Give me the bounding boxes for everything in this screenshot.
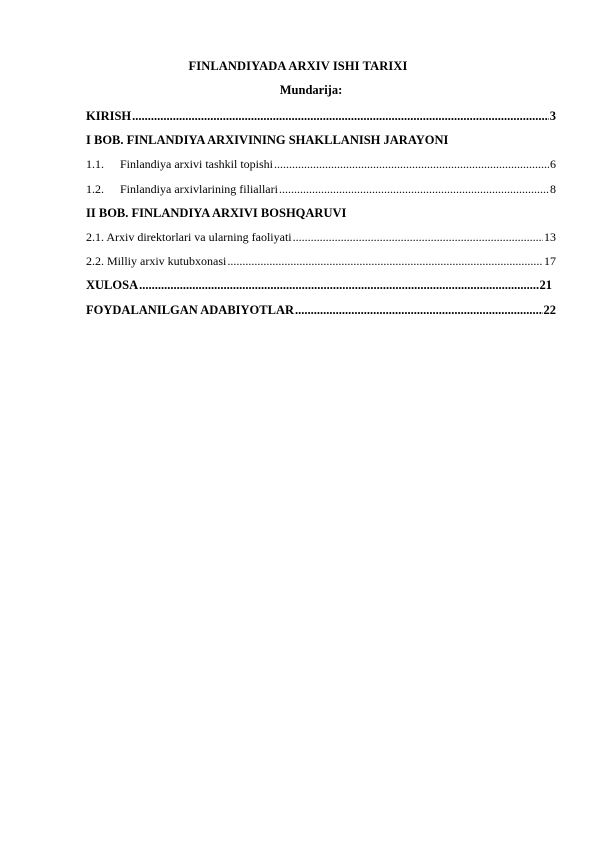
toc-section-number: 1.1. — [86, 157, 104, 172]
toc-page-number: 21 — [539, 278, 552, 293]
toc-page-number: 6 — [550, 157, 556, 172]
toc-entry-label: KIRISH — [86, 109, 132, 123]
toc-entry-1-2[interactable] — [86, 177, 556, 201]
toc-chapter-2[interactable] — [86, 201, 556, 225]
toc-entry-label: XULOSA — [86, 278, 139, 293]
toc-page-number: 13 — [544, 229, 556, 244]
toc-entry-xulosa[interactable] — [86, 273, 552, 297]
toc-leader-dots — [279, 177, 549, 201]
toc-entry-label: FOYDALANILGAN ADABIYOTLAR — [86, 302, 295, 317]
toc-section-number: 1.2. — [86, 181, 104, 196]
toc-entry-label: Finlandiya arxivlarining filiallari — [120, 181, 278, 196]
toc-heading: Mundarija: — [279, 83, 343, 97]
toc-page-number: 22 — [543, 302, 556, 317]
toc-entry-kirish[interactable] — [86, 104, 556, 128]
toc-entry-2-2[interactable] — [86, 249, 556, 273]
toc-entry-2-1[interactable] — [86, 225, 556, 249]
table-of-contents — [86, 104, 556, 322]
toc-chapter-label: I BOB. FINLANDIYA ARXIVINING SHAKLLANISH JARAYONI — [86, 133, 449, 148]
toc-chapter-label: II BOB. FINLANDIYA ARXIVI BOSHQARUVI — [86, 205, 347, 220]
toc-entry-adabiyotlar[interactable] — [86, 298, 556, 322]
toc-leader-dots — [139, 273, 538, 297]
toc-leader-dots — [227, 249, 543, 273]
toc-page-number: 17 — [544, 254, 556, 269]
toc-entry-label: 2.1. Arxiv direktorlari va ularning faoliyati — [86, 229, 292, 244]
toc-leader-dots — [274, 152, 549, 176]
toc-chapter-1[interactable] — [86, 128, 556, 152]
toc-page-number: 8 — [550, 181, 556, 196]
toc-leader-dots — [295, 298, 542, 322]
toc-entry-label: Finlandiya arxivi tashkil topishi — [120, 157, 273, 172]
toc-entry-1-1[interactable] — [86, 152, 556, 176]
toc-page-number: 3 — [549, 109, 556, 123]
document-title: FINLANDIYADA ARXIV ISHI TARIXI — [188, 59, 408, 73]
toc-leader-dots — [293, 225, 543, 249]
toc-leader-dots — [132, 104, 549, 128]
toc-entry-label: 2.2. Milliy arxiv kutubxonasi — [86, 254, 227, 269]
